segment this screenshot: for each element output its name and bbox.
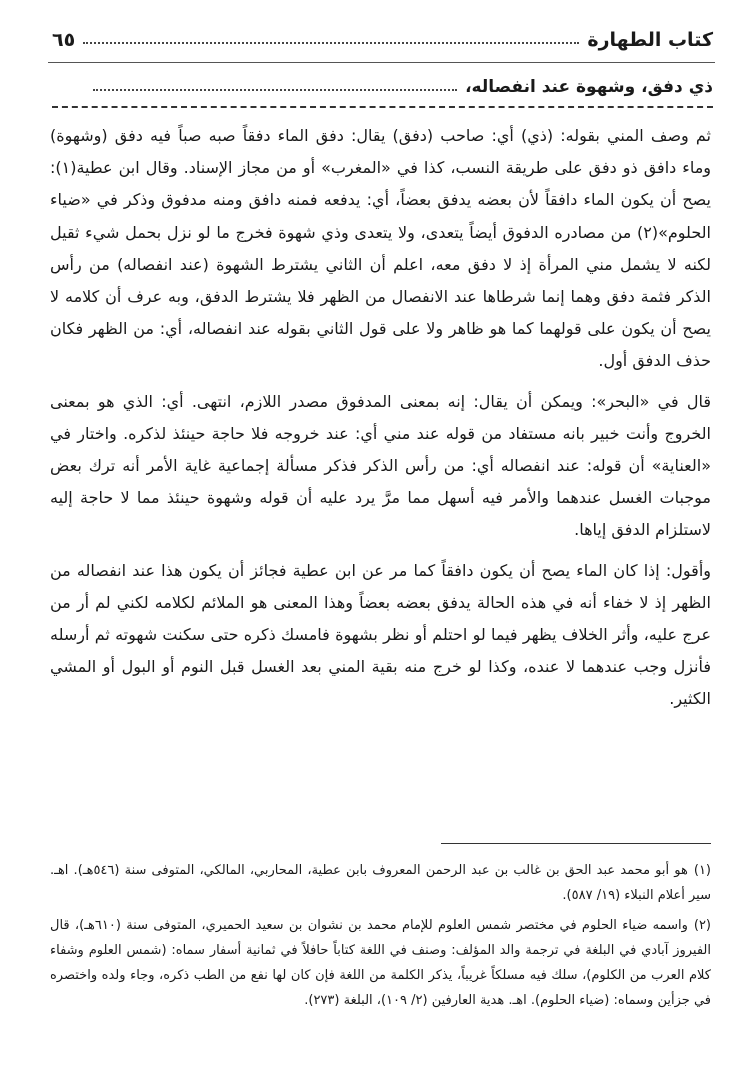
- matn-text: ذي دفق، وشهوة عند انفصاله،: [465, 77, 713, 97]
- header-rule: [48, 62, 715, 63]
- footnote-text: واسمه ضياء الحلوم في مختصر شمس العلوم للإمام محمد بن نشوان بن سعيد الحميري، المتوفى سنة (٦١٠هـ)، قال الفيروز آبادي في البلغة في ترجمة والد المؤلف: وصنف في اللغة كتاباً حافلاً في ثمانية أسفار سماه: (شمس العلوم وشفاء كلام العرب من الكلوم)، سلك فيه مسلكاً غريباً، يذكر الكلمة من اللغة فإن كان لها نفع من الطب ذكره، وجاء ولده واختصره في جزأين وسماه: (ضياء الحلوم). اهـ. هدية العارفين (٢/ ١٠٩)، البلغة (٢٧٣).: [50, 918, 711, 1008]
- footnote: [50, 858, 711, 908]
- footnote-text: هو أبو محمد عبد الحق بن غالب بن عبد الرحمن المعروف بابن عطية، المحاربي، المالكي، المتوفى سنة (٥٤٦هـ). اهـ. سير أعلام النبلاء (١٩/ ٥٨٧).: [50, 863, 711, 903]
- paragraph: قال في «البحر»: ويمكن أن يقال: إنه بمعنى المدفوق مصدر اللازم، انتهى. أي: الذي هو بمعنى الخروج وأنت خبير بانه مستفاد من قوله عند مني أي: عند خروجه فلا حاجة حينئذ لذكره. واختار في «العناية» أن قوله: عند انفصاله أي: من رأس الذكر فذكر مسألة إجماعية غاية الأمر أنه ترك بعض موجبات الغسل عندهما والأمر فيه أسهل مما مرَّ يرد عليه أن قوله وشهوة حينئذ مما لا حاجة إليه لاستلزام الدفق إياها.: [50, 391, 711, 540]
- page-header: [52, 22, 713, 58]
- header-dot-leader: [83, 42, 579, 44]
- footnote-rule: [441, 843, 711, 844]
- footnote-mark: (١): [693, 863, 711, 878]
- footnote-mark: (٢): [693, 918, 711, 933]
- footnote: [50, 913, 711, 1013]
- matn-separator: [52, 106, 713, 108]
- page-number: ٦٥: [52, 29, 76, 51]
- commentary-body: [50, 120, 711, 808]
- paragraph: وأقول: إذا كان الماء يصح أن يكون دافقاً كما مر عن ابن عطية فجائز أن يكون هذا عند انفصاله من الظهر إذ لا خفاء أنه في هذه الحالة يدفق بعضه بعضاً وهذا المعنى هو الملائم لكلامه لكني لم أر من عرج عليه، وأثر الخلاف يظهر فيما لو احتلم أو نظر بشهوة فامسك ذكره حتى سكنت شهوته ثم أرسله فأنزل وجب عندهما لا عنده، وكذا لو خرج منه بقية المني بعد الغسل قبل النوم أو البول أو المشي الكثير.: [50, 560, 711, 709]
- footnotes: [50, 858, 711, 1063]
- paragraph: ثم وصف المني بقوله: (ذي) أي: صاحب (دفق) يقال: دفق الماء دفقاً صبه صباً فيه دفق (وشهوة) وماء دافق ذو دفق على طريقة النسب، كذا في «المغرب» أو من مجاز الإسناد. وقال ابن عطية(١): يصح أن يكون الماء دافقاً لأن بعضه يدفق بعضاً، أي: يدفعه فمنه دافق ومنه مدفوق وذكر في «ضياء الحلوم»(٢) من مصادره الدفوق أيضاً يتعدى، ولا يتعدى وذي شهوة فخرج ما لو نزل بحمل شيء ثقيل لكنه لا يشمل مني المرأة إذ لا دفق معه، اعلم أن الثاني يشترط الشهوة (عند انفصاله) من رأس الذكر فثمة دفق وهما إنما شرطاها عند الانفصال من الظهر فلا يشترط الدفق، وبه عرف أن كلامه لا يصح أن يكون على قولهما كما هو ظاهر ولا على قول الثاني بقوله عند انفصاله، أي: من الظهر فكان حذف الدفق أول.: [50, 126, 711, 371]
- matn-line: [93, 70, 713, 104]
- matn-dot-leader: [93, 89, 457, 91]
- book-title: كتاب الطهارة: [587, 29, 713, 51]
